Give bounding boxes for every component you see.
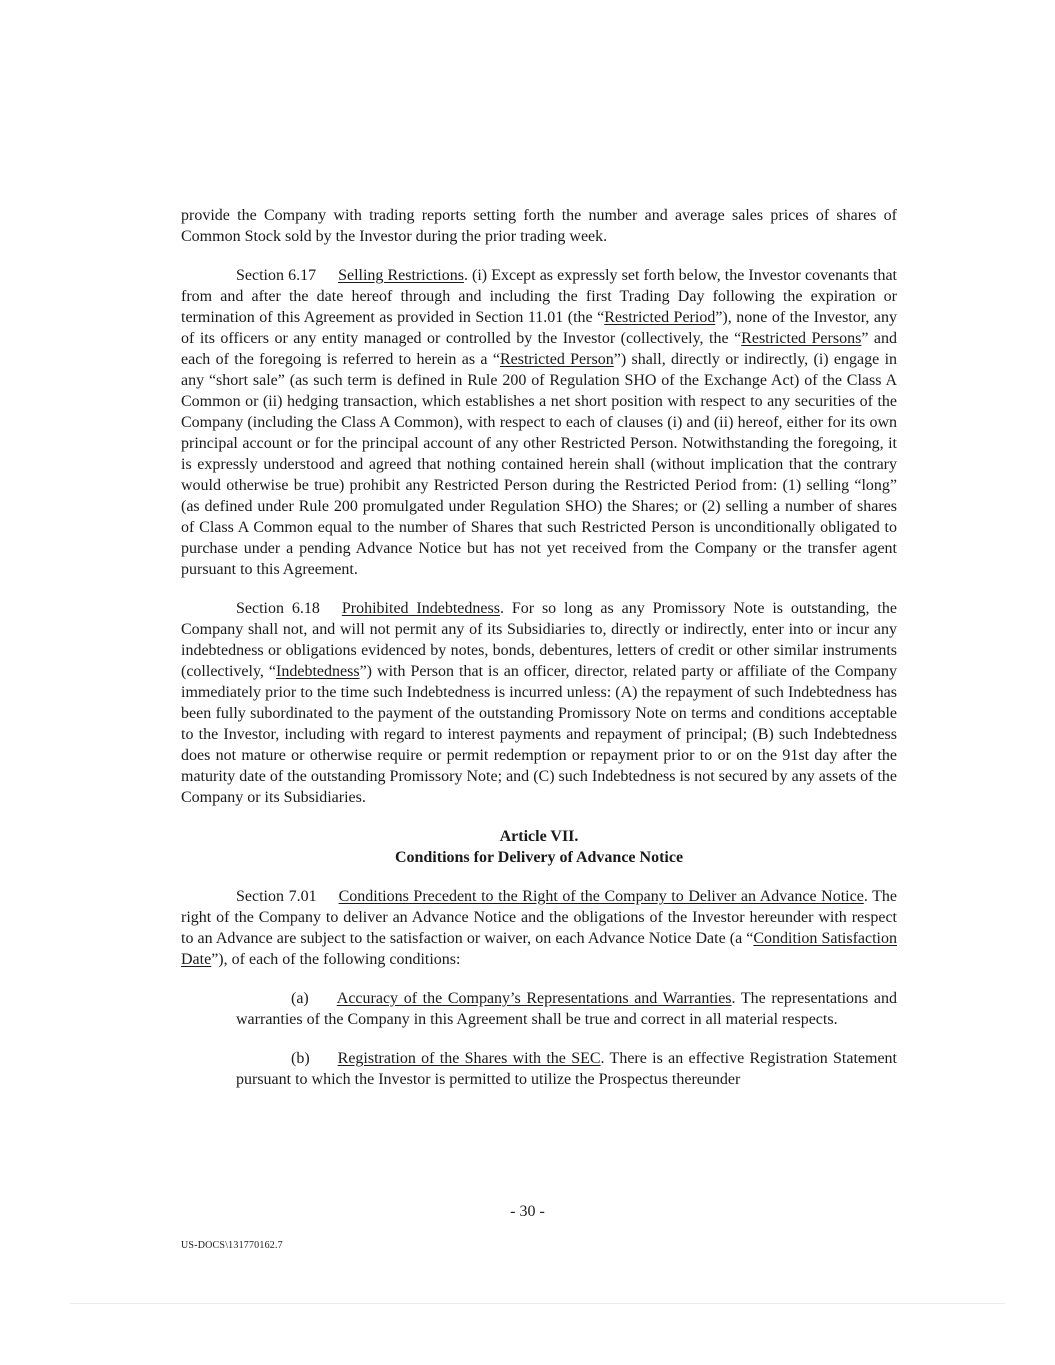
defined-term: Indebtedness <box>276 663 360 680</box>
item-label: (b) <box>291 1050 310 1067</box>
defined-term: Restricted Person <box>499 351 614 368</box>
defined-term: Restricted Period <box>604 309 716 326</box>
paragraph-continuation: provide the Company with trading reports setting forth the number and average sales prices of shares of Common Stock sold by the Investor during the prior trading week. <box>181 207 897 245</box>
section-7-01: Section 7.01 Conditions Precedent to the Right of the Company to Deliver an Advance Notice. The right of the Company to deliver an Advance Notice and the obligations of the Investor hereunder with respect to an Advance are subject to the satisfaction or waiver, on each Advance Notice Date (a “Condition Satisfaction Date”), of each of the following conditions: <box>181 888 898 968</box>
item-label: (a) <box>291 990 309 1007</box>
section-number: Section 6.18 <box>236 600 320 617</box>
section-heading: Selling Restrictions <box>338 267 464 284</box>
section-heading: Conditions Precedent to the Right of the Company to Deliver an Advance Notice <box>338 888 864 905</box>
section-heading: Prohibited Indebtedness <box>341 600 500 617</box>
article-number: Article VII. <box>499 828 579 845</box>
condition-b: (b) Registration of the Shares with the SEC. There is an effective Registration Statement pursuant to which the Investor is permitted to utilize the Prospectus thereunder <box>236 1050 897 1088</box>
item-heading: Registration of the Shares with the SEC <box>337 1050 601 1067</box>
condition-a: (a) Accuracy of the Company’s Representations and Warranties. The representations and warranties of the Company in this Agreement shall be true and correct in all material respects. <box>236 990 897 1028</box>
defined-term: Condition Satisfaction Date <box>181 930 897 968</box>
document-id: US-DOCS\131770162.7 <box>181 1240 283 1251</box>
document-body <box>181 205 897 1108</box>
section-6-18: Section 6.18 Prohibited Indebtedness. For so long as any Promissory Note is outstanding, the Company shall not, and will not permit any of its Subsidiaries to, directly or indirectly, enter into or incur any indebtedness or obligations evidenced by notes, bonds, debentures, letters of credit or other similar instruments (collectively, “Indebtedness”) with Person that is an officer, director, related party or affiliate of the Company immediately prior to the time such Indebtedness is incurred unless: (A) the repayment of such Indebtedness has been fully subordinated to the payment of the outstanding Promissory Note on terms and conditions acceptable to the Investor, including with regard to interest payments and repayment of principal; (B) such Indebtedness does not mature or otherwise require or permit redemption or repayment prior to or on the 91st day after the maturity date of the outstanding Promissory Note; and (C) such Indebtedness is not secured by any assets of the Company or its Subsidiaries. <box>181 600 898 806</box>
article-heading <box>181 826 897 868</box>
section-number: Section 6.17 <box>236 267 317 284</box>
item-heading: Accuracy of the Company’s Representations and Warranties <box>336 990 732 1007</box>
page-number: - 30 - <box>510 1203 545 1220</box>
section-number: Section 7.01 <box>236 888 317 905</box>
article-title: Conditions for Delivery of Advance Notice <box>394 849 684 866</box>
section-6-17: Section 6.17 Selling Restrictions. (i) Except as expressly set forth below, the Investor covenants that from and after the date hereof through and including the first Trading Day following the expiration or termination of this Agreement as provided in Section 11.01 (the “Restricted Period”), none of the Investor, any of its officers or any entity managed or controlled by the Investor (collectively, the “Restricted Persons” and each of the foregoing is referred to herein as a “Restricted Person”) shall, directly or indirectly, (i) engage in any “short sale” (as such term is defined in Rule 200 of Regulation SHO of the Exchange Act) of the Class A Common or (ii) hedging transaction, which establishes a net short position with respect to any securities of the Company (including the Class A Common), with respect to each of clauses (i) and (ii) hereof, either for its own principal account or for the principal account of any other Restricted Person. Notwithstanding the foregoing, it is expressly understood and agreed that nothing contained herein shall (without implication that the contrary would otherwise be true) prohibit any Restricted Person during the Restricted Period from: (1) selling “long” (as defined under Rule 200 promulgated under Regulation SHO) the Shares; or (2) selling a number of shares of Class A Common equal to the number of Shares that such Restricted Person is unconditionally obligated to purchase under a pending Advance Notice but has not yet received from the Company or the transfer agent pursuant to this Agreement. <box>181 267 898 578</box>
defined-term: Restricted Persons <box>741 330 862 347</box>
page-divider <box>70 1303 1005 1304</box>
